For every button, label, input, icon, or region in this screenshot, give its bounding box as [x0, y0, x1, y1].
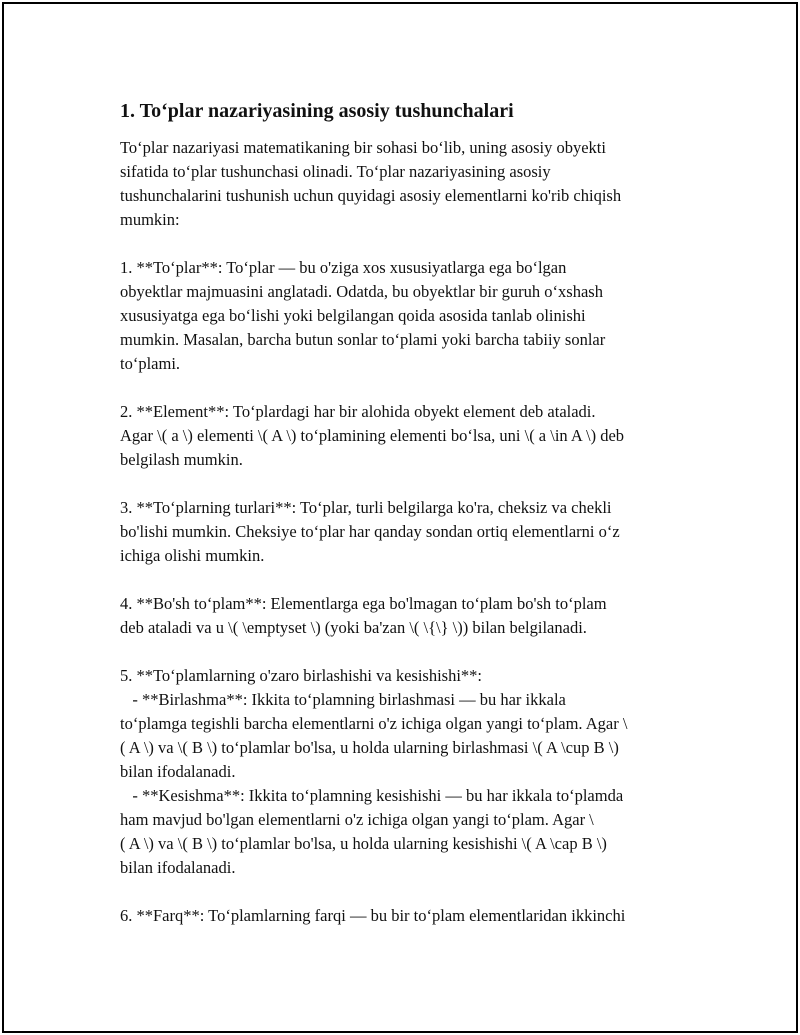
item-turlari-paragraph: 3. **To‘plarning turlari**: To‘plar, turli belgilarga ko'ra, cheksiz va chekli bo'lishi mumkin. Cheksiye to‘plar har qanday sondan ortiq elementlarni o‘z ichiga olishi mumkin.	[120, 498, 620, 565]
item-birlashish-kesishish-paragraph: 5. **To‘plamlarning o'zaro birlashishi va kesishishi**: - **Birlashma**: Ikkita to‘plamning birlashmasi — bu har ikkala to‘plamga tegishli barcha elementlarni o'z ichiga olgan yangi to‘plam. Agar \ ( A \) va \( B \) to‘plamlar bo'lsa, u holda ularning birlashmasi \( A \cup B \) bilan ifodalanadi. - **Kesishma**: Ikkita to‘plamning kesishishi — bu har ikkala to‘plamda ham mavjud bo'lgan elementlarni o'z ichiga olgan yangi to‘plam. Agar \ ( A \) va \( B \) to‘plamlar bo'lsa, u holda ularning kesishishi \( A \cap B \) bilan ifodalanadi.	[120, 666, 628, 877]
document-body	[120, 98, 700, 952]
item-toplar-paragraph: 1. **To‘plar**: To‘plar — bu o'ziga xos xususiyatlarga ega bo‘lgan obyektlar majmuasini anglatadi. Odatda, bu obyektlar bir guruh o‘xshash xususiyatga ega bo‘lishi yoki belgilangan qoida asosida tanlab olinishi mumkin. Masalan, barcha butun sonlar to‘plami yoki barcha tabiiy sonlar to‘plami.	[120, 258, 606, 373]
item-element-paragraph: 2. **Element**: To‘plardagi har bir alohida obyekt element deb ataladi. Agar \( a \) elementi \( A \) to‘plamining elementi bo‘lsa, uni \( a \in A \) deb belgilash mumkin.	[120, 402, 625, 469]
item-bosh-toplam-paragraph: 4. **Bo'sh to‘plam**: Elementlarga ega bo'lmagan to‘plam bo'sh to‘plam deb ataladi va u \( \emptyset \) (yoki ba'zan \( \{\} \)) bilan belgilanadi.	[120, 594, 607, 637]
item-farq-paragraph: 6. **Farq**: To‘plamlarning farqi — bu bir to‘plam elementlaridan ikkinchi	[120, 906, 626, 925]
page-frame	[2, 2, 798, 1033]
intro-paragraph: To‘plar nazariyasi matematikaning bir sohasi bo‘lib, uning asosiy obyekti sifatida to‘plar tushunchasi olinadi. To‘plar nazariyasining asosiy tushunchalarini tushunish uchun quyidagi asosiy elementlarni ko'rib chiqish mumkin:	[120, 138, 622, 229]
section-heading: 1. To‘plar nazariyasining asosiy tushunchalari	[120, 100, 514, 122]
